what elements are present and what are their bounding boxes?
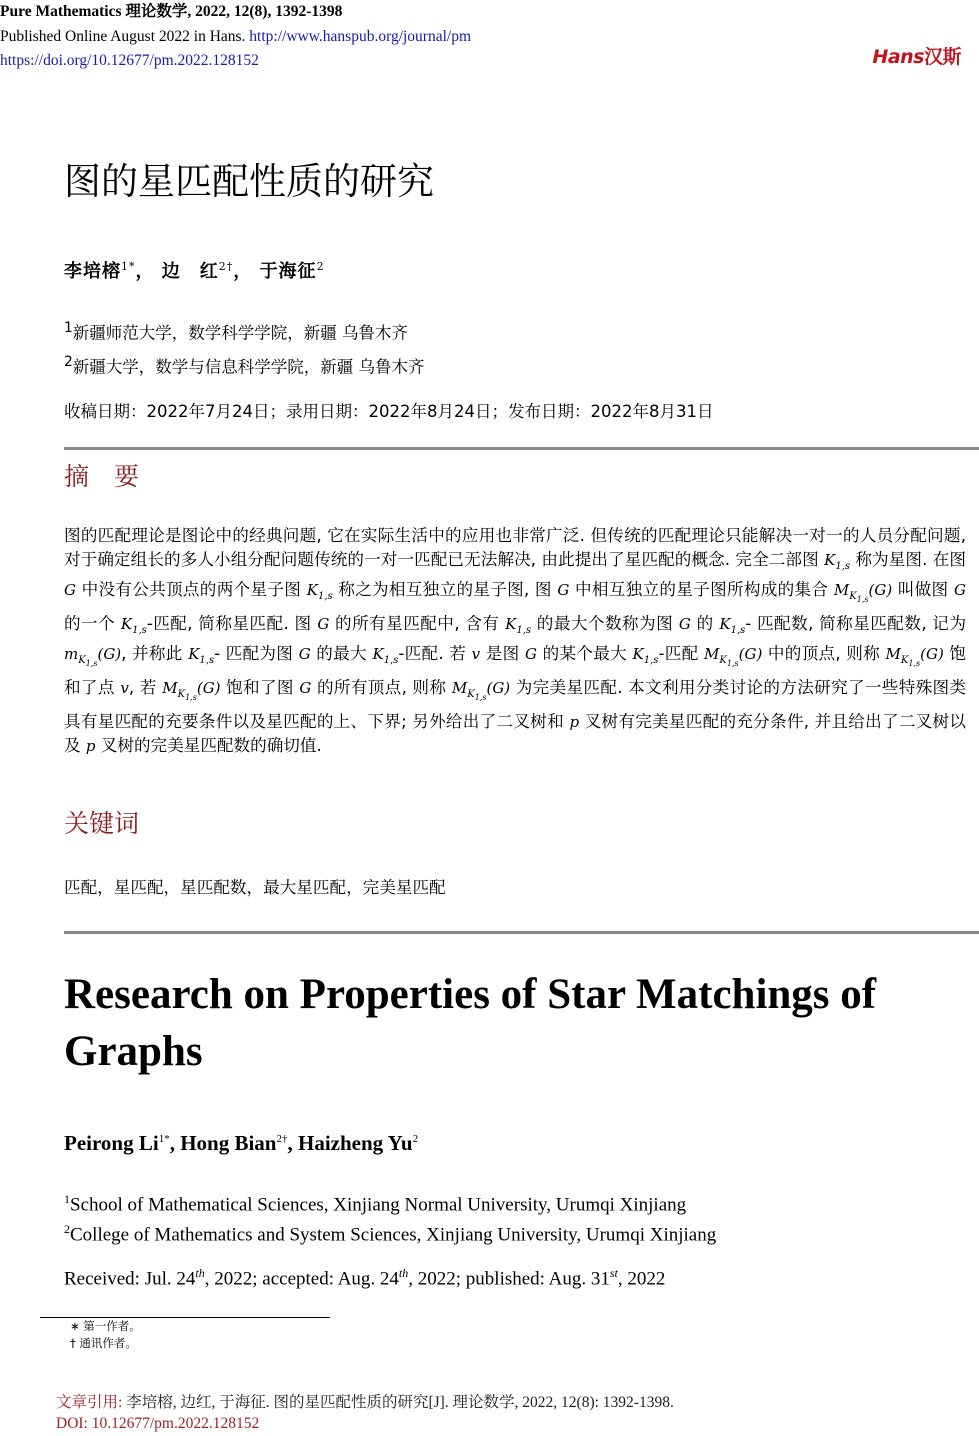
divider — [64, 447, 979, 450]
english-affiliations: $^1$School of Mathematical Sciences, Xinjiang Normal University, Urumqi Xinjiang $^2$College of Mathematics and System Sciences, Xinjiang University, Urumqi Xinjiang — [64, 1192, 717, 1246]
divider — [64, 931, 979, 934]
english-title: Research on Properties of Star Matchings of Graphs — [64, 971, 877, 1075]
chinese-dates: 收稿日期：2022年7月24日；录用日期：2022年8月24日；发布日期：2022年8月31日 — [64, 402, 714, 421]
published-line: Published Online August 2022 in Hans. http://www.hanspub.org/journal/pm — [0, 27, 472, 45]
keywords-heading: 关键词 — [64, 809, 140, 838]
english-dates: Received: Jul. 24th, 2022; accepted: Aug. 24th, 2022; published: Aug. 31st, 2022 — [64, 1266, 666, 1290]
footnotes: ∗ 第一作者。 † 通讯作者。 — [70, 1319, 141, 1350]
chinese-title: 图的星匹配性质的研究 — [64, 160, 434, 203]
chinese-authors: 李培榕$^{1*}$， 边 红$^{2\dagger}$， 于海征$^2$ — [64, 260, 325, 282]
doi-link[interactable]: https://doi.org/10.12677/pm.2022.128152 — [0, 52, 259, 69]
chinese-affiliations: $^1$新疆师范大学，数学科学学院，新疆 乌鲁木齐 $^2$新疆大学，数学与信息科学学院，新疆 乌鲁木齐 — [64, 320, 425, 376]
chinese-keywords: 匹配，星匹配，星匹配数，最大星匹配，完美星匹配 — [64, 878, 446, 897]
abstract-heading: 摘 要 — [64, 462, 140, 491]
citation: 文章引用: 李培榕, 边红, 于海征. 图的星匹配性质的研究[J]. 理论数学, 2022, 12(8): 1392-1398. DOI: 10.12677/pm.2022.128152 — [56, 1394, 674, 1432]
journal-header — [0, 0, 471, 74]
hans-logo: Hans汉斯 — [872, 46, 961, 68]
english-authors: Peirong $Li^{1*}$, Hong Bian$^{2\dagger}$, Haizheng Yu$^2$ — [64, 1131, 419, 1155]
journal-link[interactable]: http://www.hanspub.org/journal/pm — [249, 27, 472, 45]
journal-name: Pure Mathematics 理论数学, 2022, 12(8), 1392-1398 — [0, 3, 343, 20]
chinese-abstract: 图的匹配理论是图论中的经典问题, 它在实际生活中的应用也非常广泛. 但传统的匹配理论只能解决一对一的人员分配问题, 对于确定组长的多人小组分配问题传统的一对一匹配已无法解决, 由此提出了星匹配的概念. 完全二部图 $K_{1,s}$ 称为星图. 在图 G 中没有公共顶点的两个星子图 $K_{1,s}$ 称之为相互独立的星子图, 图 G 中相互独立的星子图所构成的集合 $M_{K_{1,s}}(G)$ 叫做图 G 的一个 $K_{1,s}-$匹配, 简称星匹配. 图 G 的所有星匹配中, 含有 $K_{1,s}$ 的最大个数称为图 G 的 $K_{1,s}-$ 匹配数, 简称星匹配数, 记为 $m_{K_{1,s}}(G)$, 并称此 $K_{1,s}-$ 匹配为图 G 的最大 $K_{1,s}-$匹配. 若 v 是图 G 的某个最大 $K_{1,s}-$匹配 $M_{K_{1,s}}(G)$ 中的顶点, 则称 $M_{K_{1,s}}(G)$ 饱和了点 v, 若 $M_{K_{1,s}}(G)$ 饱和了图 G 的所有顶点, 则称 $M_{K_{1,s}}(G)$ 为完美星匹配. 本文利用分类讨论的方法研究了一些特殊图类具有星匹配的充要条件以及星匹配的上、下界; 另外给出了二叉树和 p 叉树有完美星匹配的充分条件, 并且给出了二叉树以及 p 叉树的完美星匹配数的确切值. — [64, 526, 967, 756]
citation-doi: DOI: 10.12677/pm.2022.128152 — [56, 1415, 260, 1432]
